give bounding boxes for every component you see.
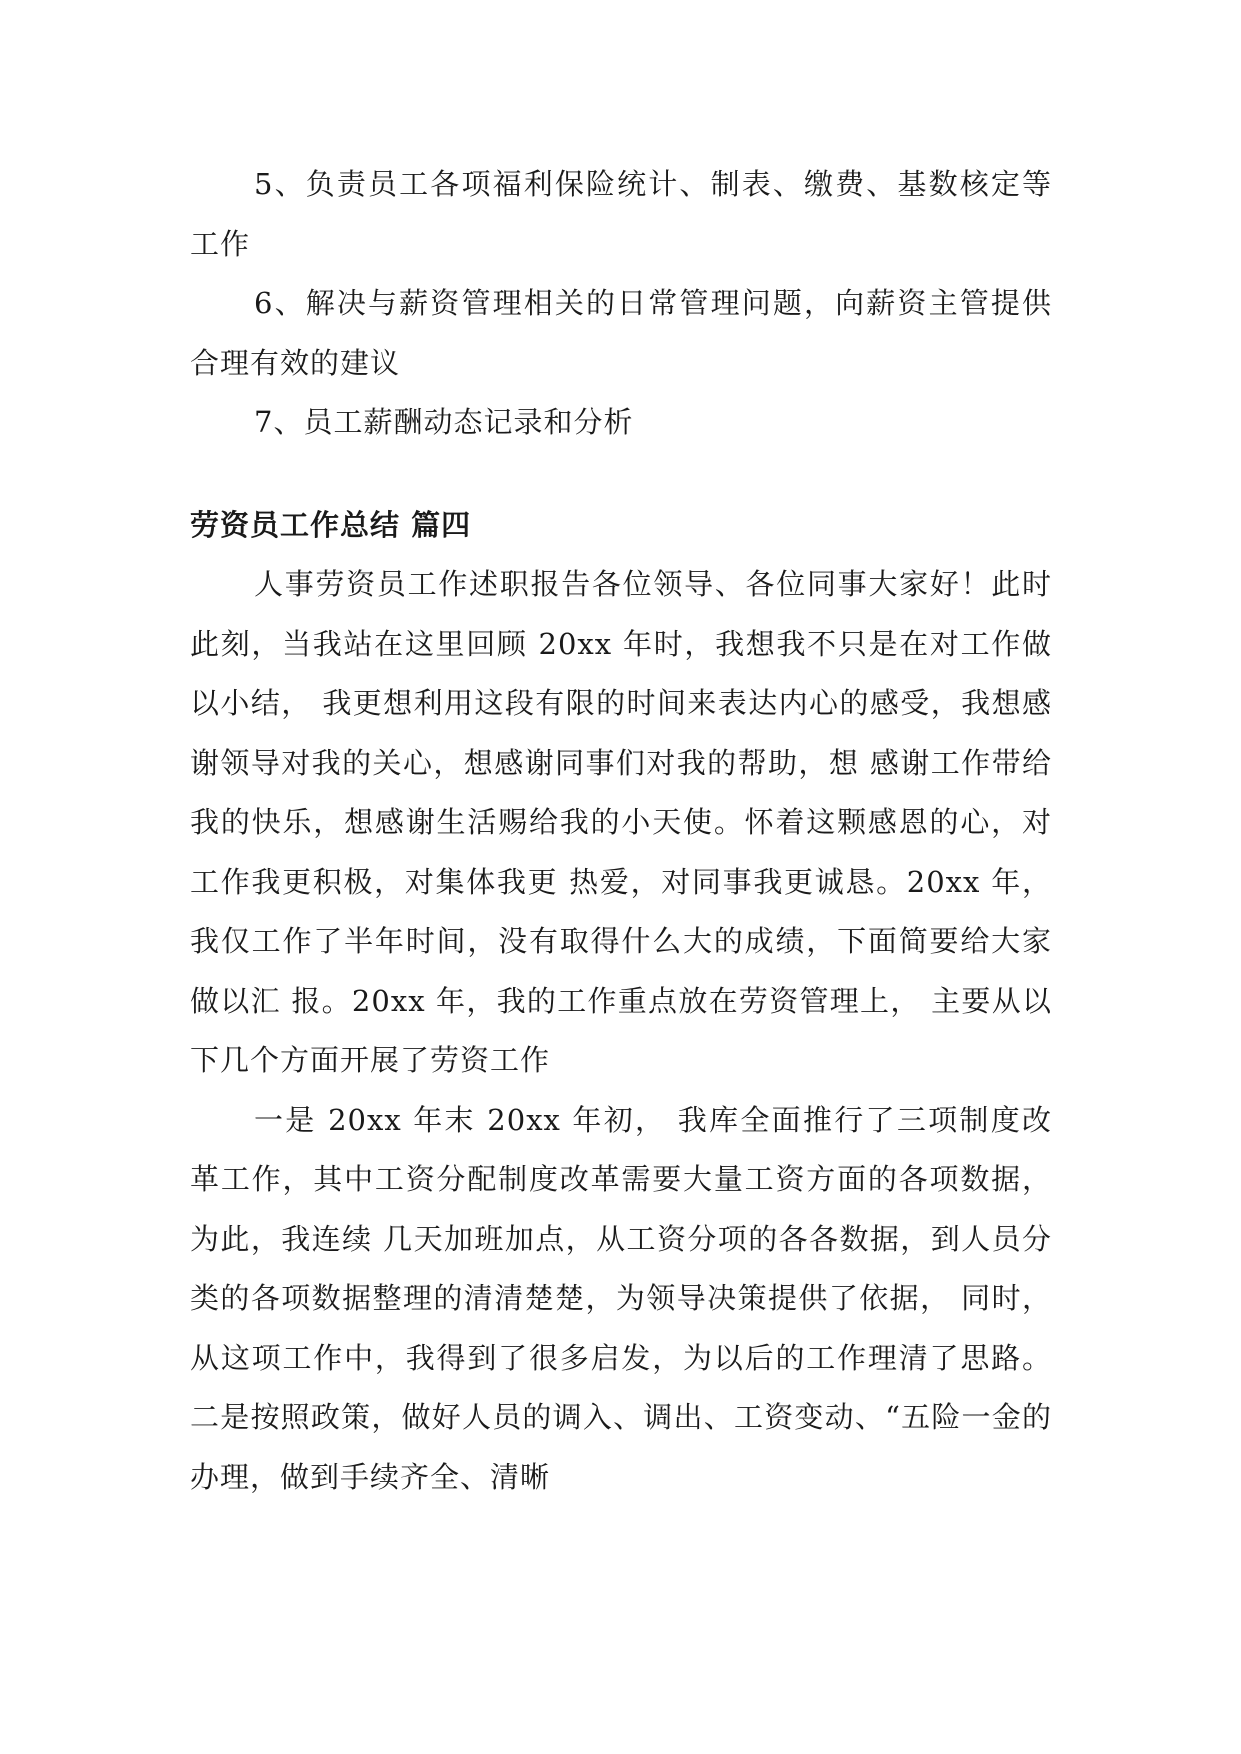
list-item-5: 5、负责员工各项福利保险统计、制表、缴费、基数核定等工作 bbox=[190, 167, 1052, 261]
list-item-7: 7、员工薪酬动态记录和分析 bbox=[254, 405, 634, 439]
list-item-6: 6、解决与薪资管理相关的日常管理问题，向薪资主管提供合理有效的建议 bbox=[190, 286, 1052, 380]
body-paragraph-1: 人事劳资员工作述职报告各位领导、各位同事大家好！此时此刻，当我站在这里回顾 20xx 年时，我想我不只是在对工作做以小结， 我更想利用这段有限的时间来表达内心的感受，我想感谢领导对我的关心，想感谢同事们对我的帮助，想 感谢工作带给我的快乐，想感谢生活赐给我的小天使。怀着这颗感恩的心，对工作我更积极，对集体我更 热爱，对同事我更诚恳。20xx 年，我仅工作了半年时间，没有取得什么大的成绩，下面简要给大家做以汇 报。20xx 年，我的工作重点放在劳资管理上， 主要从以下几个方面开展了劳资工作 bbox=[190, 567, 1052, 1077]
body-paragraph-2: 一是 20xx 年末 20xx 年初， 我库全面推行了三项制度改革工作，其中工资分配制度改革需要大量工资方面的各项数据，为此，我连续 几天加班加点，从工资分项的各各数据，到人员分类的各项数据整理的清清楚楚，为领导决策提供了依据， 同时，从这项工作中，我得到了很多启发，为以后的工作理清了思路。二是按照政策，做好人员的调入、调出、工资变动、“五险一金的办理，做到手续齐全、清晰 bbox=[190, 1102, 1052, 1494]
document-page bbox=[190, 155, 1052, 1507]
section-heading: 劳资员工作总结 篇四 bbox=[190, 507, 472, 542]
